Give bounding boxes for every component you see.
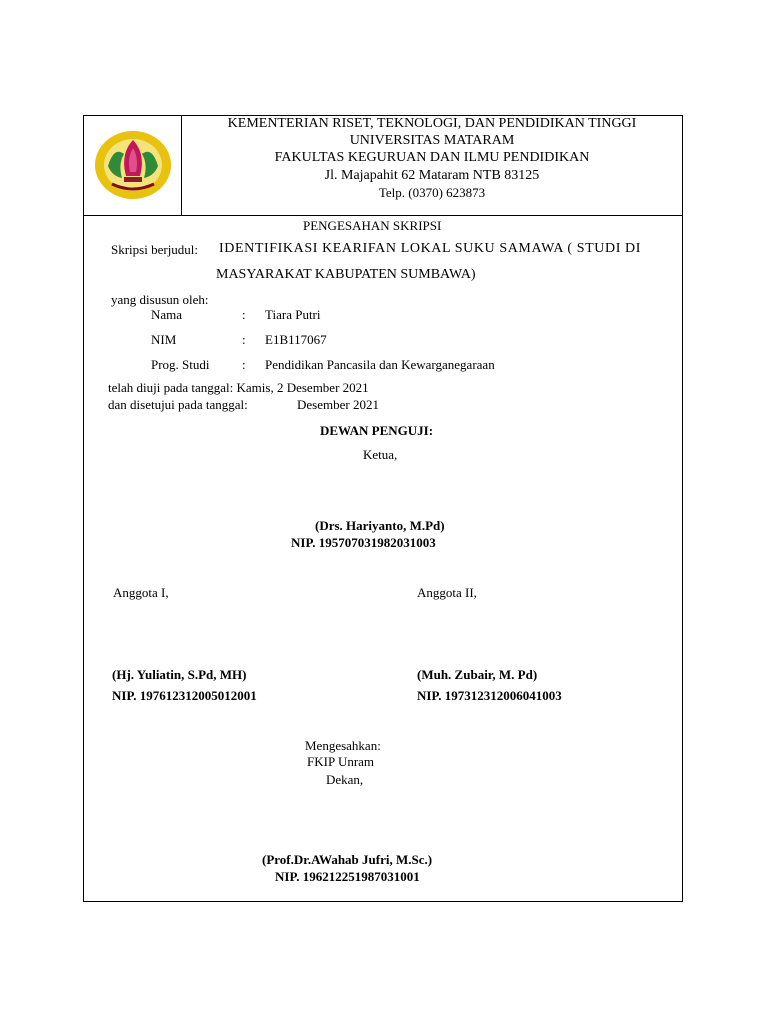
dean-name: (Prof.Dr.AWahab Jufri, M.Sc.) — [262, 852, 433, 867]
document-title: PENGESAHAN SKRIPSI — [303, 218, 442, 233]
letterhead-row — [84, 116, 682, 216]
field-separator: : — [242, 307, 246, 322]
study-program: Pendidikan Pancasila dan Kewarganegaraan — [265, 357, 495, 372]
address: Jl. Majapahit 62 Mataram NTB 83125 — [324, 168, 540, 183]
field-label-name: Nama — [151, 307, 183, 322]
member1-role: Anggota I, — [113, 585, 169, 600]
compiled-by: yang disusun oleh: — [111, 292, 209, 307]
ratification-faculty: FKIP Unram — [307, 754, 375, 769]
chair-nip: NIP. 195707031982031003 — [291, 535, 436, 550]
member1-name: (Hj. Yuliatin, S.Pd, MH) — [112, 667, 247, 682]
member2-name: (Muh. Zubair, M. Pd) — [417, 667, 538, 682]
examiners-heading: DEWAN PENGUJI: — [320, 423, 434, 438]
member1-nip: NIP. 197612312005012001 — [112, 688, 257, 703]
university-name: UNIVERSITAS MATARAM — [349, 133, 515, 148]
member2-nip: NIP. 197312312006041003 — [417, 688, 562, 703]
phone: Telp. (0370) 623873 — [378, 185, 486, 200]
approved-date: Desember 2021 — [297, 397, 379, 412]
approved-label: dan disetujui pada tanggal: — [108, 397, 248, 412]
student-nim: E1B117067 — [265, 332, 327, 347]
field-label-nim: NIM — [151, 332, 177, 347]
dean-role: Dekan, — [326, 772, 364, 787]
field-separator: : — [242, 332, 246, 347]
thesis-label: Skripsi berjudul: — [111, 242, 199, 257]
dean-nip: NIP. 196212251987031001 — [275, 869, 420, 884]
thesis-title-line1: IDENTIFIKASI KEARIFAN LOKAL SUKU SAMAWA ( STUDI DI — [219, 241, 642, 256]
tested-date: telah diuji pada tanggal: Kamis, 2 Desember 2021 — [108, 380, 369, 395]
university-seal-icon — [94, 130, 172, 200]
field-separator: : — [242, 357, 246, 372]
chair-name: (Drs. Hariyanto, M.Pd) — [315, 518, 445, 533]
thesis-title-line2: MASYARAKAT KABUPATEN SUMBAWA) — [216, 267, 476, 282]
field-label-program: Prog. Studi — [151, 357, 210, 372]
student-name: Tiara Putri — [265, 307, 321, 322]
chair-role: Ketua, — [363, 447, 398, 462]
ministry-name: KEMENTERIAN RISET, TEKNOLOGI, DAN PENDIDIKAN TINGGI — [227, 116, 637, 131]
member2-role: Anggota II, — [417, 585, 477, 600]
ratification-label: Mengesahkan: — [305, 738, 381, 753]
faculty-name: FAKULTAS KEGURUAN DAN ILMU PENDIDIKAN — [274, 150, 590, 165]
logo-cell — [84, 116, 182, 215]
